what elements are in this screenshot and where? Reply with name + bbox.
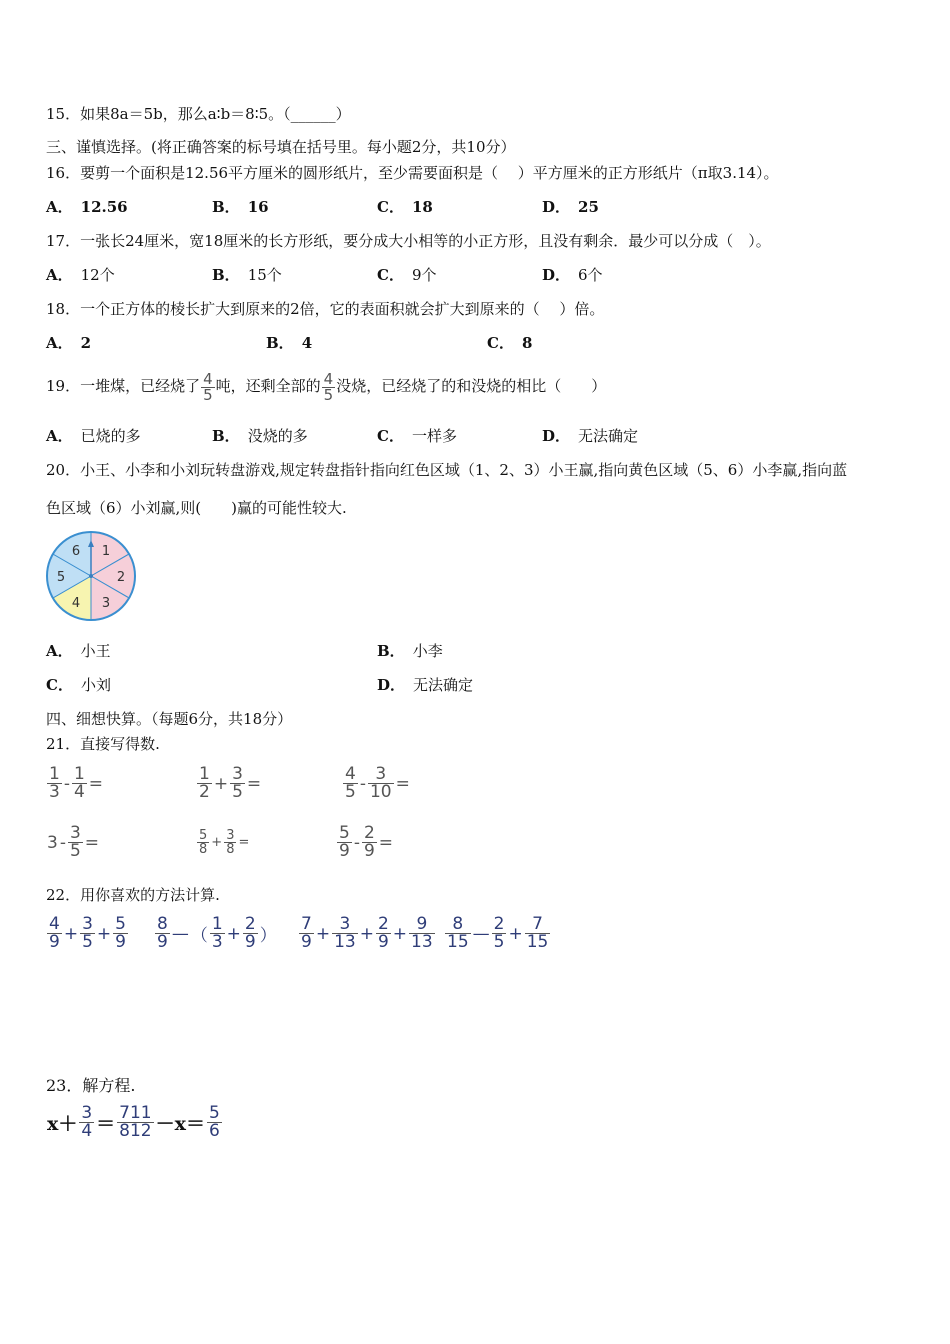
q16-option-d[interactable]: D． 25 bbox=[542, 198, 599, 216]
q19-option-d[interactable]: D． 无法确定 bbox=[542, 427, 639, 445]
q22-expression-2: $\frac{8}{9}$ — （ $\frac{1}{3}$ + $\frac{2}{9}$ ） bbox=[157, 914, 277, 952]
q18-option-c[interactable]: C． 8 bbox=[487, 334, 533, 352]
q21-item-1: $\frac{1}{3}$ - $\frac{1}{4}$ = bbox=[49, 764, 104, 802]
question-18: 18．一个正方体的棱长扩大到原来的2倍，它的表面积就会扩大到原来的（ ）倍。 bbox=[46, 300, 605, 318]
spinner-label-3: 3 bbox=[101, 595, 111, 611]
spinner-label-5: 5 bbox=[56, 570, 66, 585]
question-19: 19．一堆煤，已经烧了 $\frac{4}{5}$ 吨，还剩全部的 $\frac{4}{5}$ 没烧，已经烧了的和没烧的相比（ ） bbox=[46, 369, 607, 404]
q21-item-6: $\frac{5}{9}$ - $\frac{2}{9}$ = bbox=[339, 823, 394, 861]
q16-option-a[interactable]: A． 12.56 bbox=[46, 198, 128, 216]
spinner-label-1: 1 bbox=[101, 544, 111, 560]
q17-option-c[interactable]: C． 9个 bbox=[377, 266, 437, 284]
q21-item-2: $\frac{1}{2}$ + $\frac{3}{5}$ = bbox=[199, 764, 262, 802]
section-3-title: 三、谨慎选择。(将正确答案的标号填在括号里。每小题2分，共10分） bbox=[46, 138, 516, 156]
q18-option-a[interactable]: A． 2 bbox=[46, 334, 92, 352]
spinner-label-4: 4 bbox=[71, 595, 81, 611]
spinner-label-6: 6 bbox=[71, 544, 81, 560]
q23-equation: x＋ $\frac{3}{4}$ ＝ $\frac{711}{812}$ －x＝ $\frac{5}{6}$ bbox=[47, 1103, 220, 1141]
q19-fraction-1: $\frac{4}{5}$ bbox=[203, 369, 213, 404]
q17-option-a[interactable]: A． 12个 bbox=[46, 266, 115, 284]
q22-expression-4: $\frac{8}{15}$ — $\frac{2}{5}$ + $\frac{7}{15}$ bbox=[447, 914, 549, 952]
q17-option-d[interactable]: D． 6个 bbox=[542, 266, 603, 284]
question-16: 16．要剪一个面积是12.56平方厘米的圆形纸片，至少需要面积是（ ）平方厘米的正方形纸片（π取3.14）。 bbox=[46, 164, 779, 182]
question-20-line-2: 色区域（6）小刘赢,则( )赢的可能性较大. bbox=[46, 499, 347, 517]
q19-fraction-2: $\frac{4}{5}$ bbox=[323, 369, 334, 404]
q19-option-a[interactable]: A． 已烧的多 bbox=[46, 427, 141, 445]
q18-option-b[interactable]: B． 4 bbox=[266, 334, 313, 352]
spinner-label-2: 2 bbox=[116, 570, 126, 585]
q16-option-b[interactable]: B． 16 bbox=[212, 198, 269, 216]
question-17: 17．一张长24厘米，宽18厘米的长方形纸，要分成大小相等的小正方形，且没有剩余．最少可以分成（ ）。 bbox=[46, 232, 771, 250]
q22-expression-1: $\frac{4}{9}$ + $\frac{3}{5}$ + $\frac{5}{9}$ bbox=[49, 914, 126, 952]
question-21-title: 21．直接写得数. bbox=[46, 735, 160, 753]
question-20-line-1: 20．小王、小李和小刘玩转盘游戏,规定转盘指针指向红色区域（1、2、3）小王赢,指向黄色区域（5、6）小李赢,指向蓝 bbox=[46, 461, 848, 479]
q21-item-4: 3 - $\frac{3}{5}$ = bbox=[47, 823, 100, 861]
q21-item-5: $\frac{5}{8}$ + $\frac{3}{8}$ = bbox=[199, 828, 250, 857]
question-23-title: 23．解方程. bbox=[46, 1076, 136, 1095]
question-15: 15．如果8a＝5b，那么a∶b＝8∶5。（______） bbox=[46, 105, 351, 123]
spinner-figure bbox=[43, 528, 139, 624]
q20-option-c[interactable]: C． 小刘 bbox=[46, 676, 111, 694]
q22-expression-3: $\frac{7}{9}$ + $\frac{3}{13}$ + $\frac{2}{9}$ + $\frac{9}{13}$ bbox=[301, 914, 433, 952]
q21-item-3: $\frac{4}{5}$ - $\frac{3}{10}$ = bbox=[345, 764, 410, 802]
q17-option-b[interactable]: B． 15个 bbox=[212, 266, 282, 284]
q20-option-a[interactable]: A． 小王 bbox=[46, 642, 111, 660]
q20-option-d[interactable]: D． 无法确定 bbox=[377, 676, 474, 694]
q19-option-b[interactable]: B． 没烧的多 bbox=[212, 427, 308, 445]
q19-option-c[interactable]: C． 一样多 bbox=[377, 427, 457, 445]
question-22-title: 22．用你喜欢的方法计算. bbox=[46, 886, 220, 904]
section-4-title: 四、细想快算。（每题6分，共18分） bbox=[46, 710, 293, 728]
q16-option-c[interactable]: C． 18 bbox=[377, 198, 433, 216]
q20-option-b[interactable]: B． 小李 bbox=[377, 642, 443, 660]
